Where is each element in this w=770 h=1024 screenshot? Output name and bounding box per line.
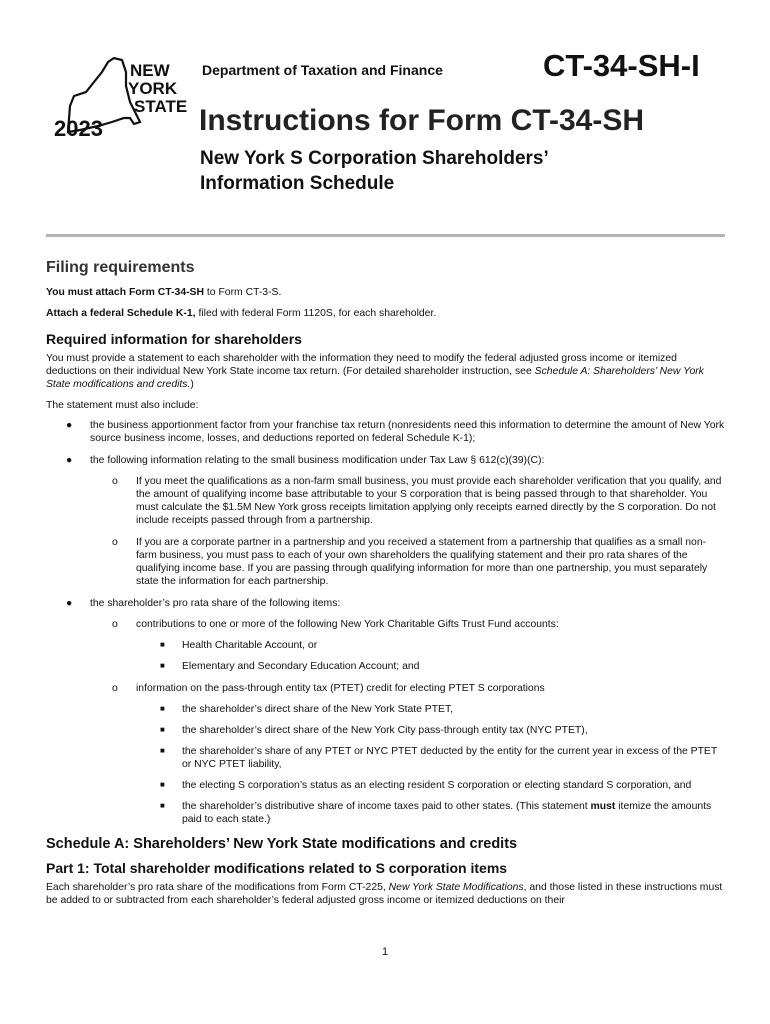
bullet-icon: ● [66, 598, 73, 609]
filing-p1-bold: You must attach Form CT-34-SH [46, 287, 204, 298]
sub-sub-list [136, 639, 726, 673]
document-body [46, 258, 726, 915]
square-bullet-icon: ■ [160, 746, 165, 755]
list-item [136, 800, 726, 826]
circle-bullet-icon: o [112, 537, 118, 548]
list-item-text: the shareholder’s share of any PTET or NYC PTET deducted by the entity for the current year in excess of the PTET or NYC PTET liability, [182, 746, 718, 770]
required-paragraph-1 [46, 352, 726, 391]
square-bullet-icon: ■ [160, 725, 165, 734]
list-item [136, 639, 726, 652]
square-bullet-icon: ■ [160, 640, 165, 649]
circle-bullet-icon: o [112, 683, 118, 694]
list-item [90, 618, 726, 673]
sub-sub-list [136, 703, 726, 826]
required-p1-end: ) [190, 379, 194, 390]
part-1-text: Each shareholder’s pro rata share of the modifications from Form CT-225, [46, 882, 389, 893]
part-1-heading: Part 1: Total shareholder modifications related to S corporation items [46, 860, 508, 876]
filing-paragraph-1 [46, 286, 726, 299]
list-item-text: Health Charitable Account, or [182, 640, 318, 651]
square-bullet-icon: ■ [160, 661, 165, 670]
list-item-text: the shareholder’s pro rata share of the following items: [90, 598, 341, 609]
list-item-text: the shareholder’s direct share of the New York State PTET, [182, 704, 454, 715]
filing-p2-text: filed with federal Form 1120S, for each shareholder. [195, 308, 437, 319]
list-item [136, 660, 726, 673]
list-item-text: contributions to one or more of the following New York Charitable Gifts Trust Fund accounts: [136, 619, 559, 630]
department-name: Department of Taxation and Finance [202, 62, 443, 78]
list-item-text: the shareholder’s direct share of the New York City pass-through entity tax (NYC PTET), [182, 725, 588, 736]
page-number: 1 [382, 946, 389, 958]
part-1-text-end: , and those listed in these instructions must be added to or subtracted from each shareholder’s federal adjusted gross income or itemized deductions on their [46, 882, 723, 906]
filing-p1-text: to Form CT-3-S. [204, 287, 282, 298]
list-item-text: Elementary and Secondary Education Account; and [182, 661, 420, 672]
required-p1-italic: Schedule A: Shareholders’ New York State modifications and credits. [46, 366, 704, 390]
list-item [90, 475, 726, 527]
logo-new: NEW [130, 61, 170, 80]
statement-list [46, 419, 726, 826]
list-item [46, 597, 726, 826]
bullet-icon: ● [66, 455, 73, 466]
list-item-text: If you are a corporate partner in a partnership and you received a statement from a partnership that qualifies as a small non-farm business, you must pass to each of your own shareholders the qualifying statement and their pro rata shares of the qualifying income base. If you are passing through qualifying information for more than one partnership, you must separately state the information for each partnership. [136, 537, 708, 587]
list-item [46, 454, 726, 588]
list-item-text-part: the shareholder’s distributive share of income taxes paid to other states. (This statement [182, 801, 591, 812]
list-item [136, 779, 726, 792]
list-item-text [182, 801, 711, 825]
filing-paragraph-2 [46, 307, 726, 320]
list-item-text-part: itemize the amounts paid to each state.) [182, 801, 712, 825]
page-subtitle [200, 146, 680, 196]
list-item [90, 536, 726, 588]
required-p1-text: You must provide a statement to each shareholder with the information they need to modify the federal adjusted gross income or itemized deductions on their individual New York State income tax return. (For detailed shareholder instruction, see [46, 353, 677, 377]
list-item [136, 724, 726, 737]
new-york-state-logo [50, 52, 190, 142]
form-number: CT-34-SH-I [543, 48, 700, 83]
schedule-a-heading: Schedule A: Shareholders’ New York State modifications and credits [46, 836, 518, 852]
part-1-paragraph [46, 881, 726, 907]
square-bullet-icon: ■ [160, 780, 165, 789]
list-item [90, 682, 726, 826]
list-item-text: If you meet the qualifications as a non-farm small business, you must provide each shareholder verification that you qualify, and the amount of qualifying income base attributable to your S corporation that is being passed through to that shareholder. You must calculate the $1.5M New York gross receipts limitation applying only receipts earned directly by the S corporation. Do not include receipts passed through from a partnership. [136, 476, 722, 526]
required-info-heading: Required information for shareholders [46, 331, 302, 347]
list-item [46, 419, 726, 445]
part-1-italic: New York State Modifications [388, 882, 524, 893]
list-item [136, 745, 726, 771]
circle-bullet-icon: o [112, 619, 118, 630]
subtitle-line-2: Information Schedule [200, 173, 395, 194]
list-item-text: the business apportionment factor from your franchise tax return (nonresidents need this information to determine the amount of New York source business income, losses, and deductions reported on federal Schedule K-1); [90, 420, 725, 444]
sub-list [90, 618, 726, 826]
logo-year: 2023 [54, 116, 103, 141]
list-item-text: the following information relating to the small business modification under Tax Law § 612(c)(39)(C): [90, 455, 545, 466]
list-item [136, 703, 726, 716]
filing-p2-bold: Attach a federal Schedule K-1, [46, 308, 196, 319]
sub-list [90, 475, 726, 588]
logo-york: YORK [128, 79, 178, 98]
bullet-icon: ● [66, 420, 73, 431]
required-paragraph-2: The statement must also include: [46, 400, 199, 411]
emphasis-must: must [590, 801, 616, 812]
square-bullet-icon: ■ [160, 801, 165, 810]
page-title: Instructions for Form CT-34-SH [199, 104, 645, 137]
subtitle-line-1: New York S Corporation Shareholders’ [200, 148, 549, 169]
filing-requirements-heading: Filing requirements [46, 259, 195, 276]
list-item-text: the electing S corporation’s status as an electing resident S corporation or electing standard S corporation, and [182, 780, 692, 791]
list-item-text: information on the pass-through entity tax (PTET) credit for electing PTET S corporations [136, 683, 545, 694]
circle-bullet-icon: o [112, 476, 118, 487]
square-bullet-icon: ■ [160, 704, 165, 713]
header-divider [46, 234, 725, 237]
logo-state: STATE [134, 97, 188, 116]
